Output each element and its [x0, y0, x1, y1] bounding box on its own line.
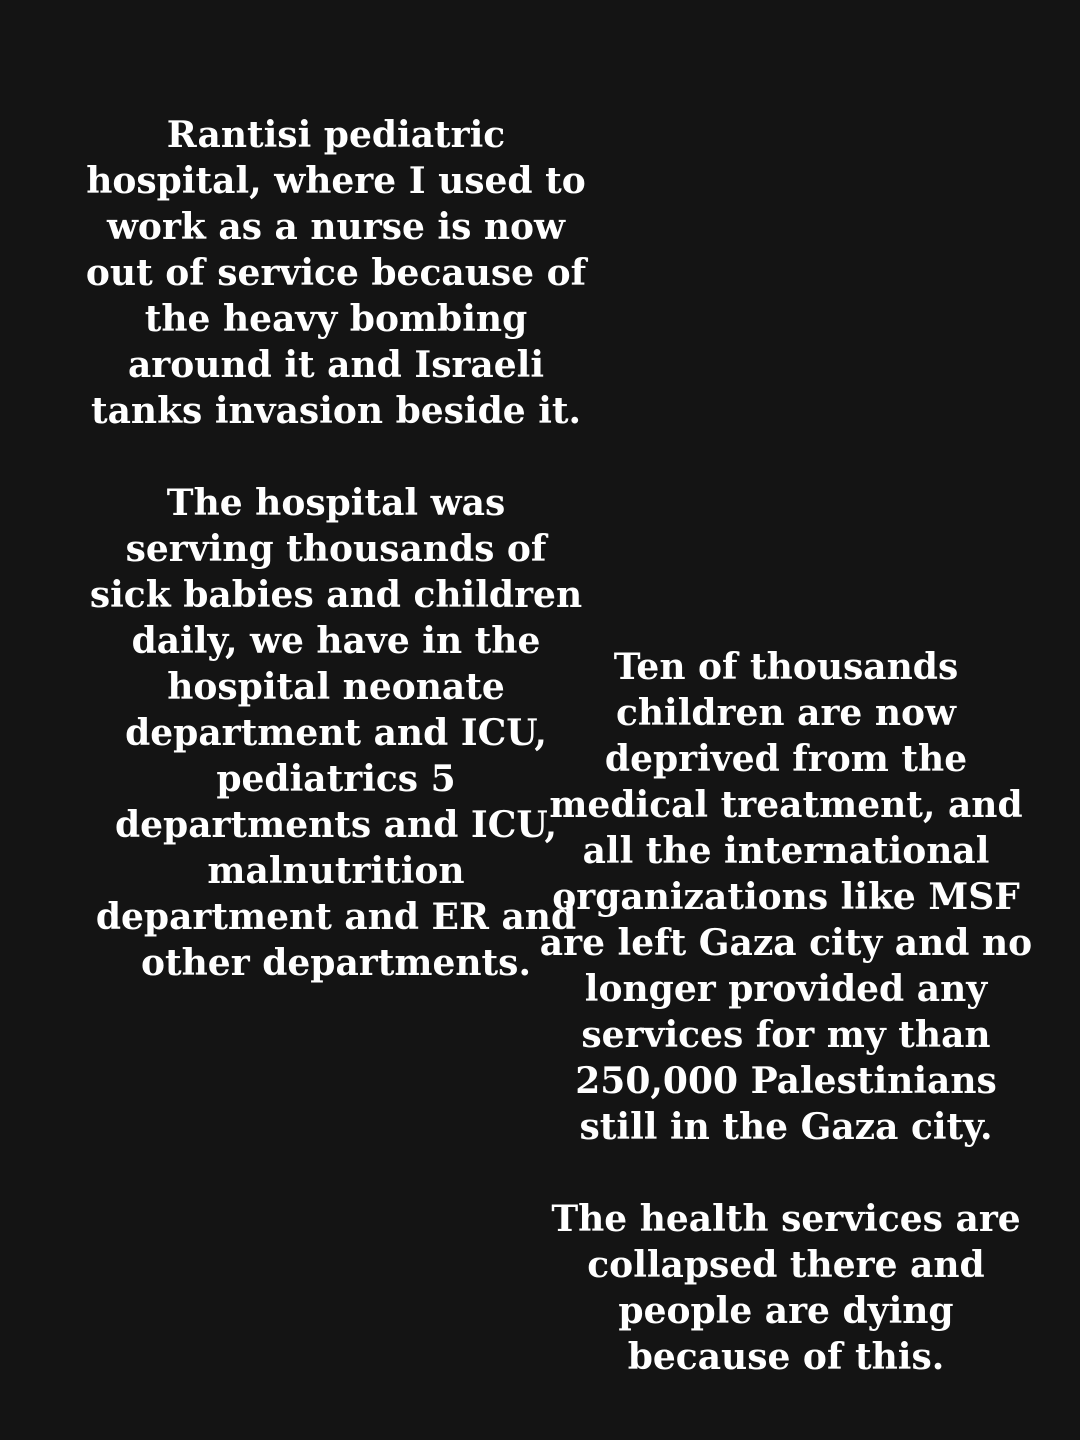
text-line: hospital neonate — [167, 666, 505, 708]
paragraph-hospital-departments — [86, 480, 586, 986]
text-line: longer provided any — [584, 968, 988, 1010]
text-line: Ten of thousands — [613, 646, 959, 688]
text-line: because of this. — [627, 1336, 945, 1378]
text-line: organizations like MSF — [552, 876, 1020, 918]
paragraph-children-deprived — [540, 644, 1032, 1150]
text-line: people are dying — [618, 1290, 954, 1332]
text-line: children are now — [615, 692, 957, 734]
paragraph-health-services-collapsed — [540, 1196, 1032, 1380]
text-line: Rantisi pediatric — [166, 114, 506, 156]
text-line: sick babies and children — [89, 574, 583, 616]
text-line: out of service because of — [85, 252, 587, 294]
text-line: serving thousands of — [125, 528, 547, 570]
text-line: The hospital was — [166, 482, 506, 524]
text-line: all the international — [582, 830, 990, 872]
text-line: around it and Israeli — [127, 344, 545, 386]
text-line: are left Gaza city and no — [539, 922, 1033, 964]
text-line: the heavy bombing — [144, 298, 528, 340]
text-line: tanks invasion beside it. — [90, 390, 582, 432]
text-line: department and ICU, — [125, 712, 547, 754]
text-line: department and ER and — [95, 896, 577, 938]
text-line: deprived from the — [604, 738, 968, 780]
text-line: pediatrics 5 — [216, 758, 456, 800]
text-line: services for my than — [581, 1014, 991, 1056]
text-line: medical treatment, and — [549, 784, 1023, 826]
text-line: collapsed there and — [587, 1244, 985, 1286]
text-line: other departments. — [140, 942, 531, 984]
text-line: daily, we have in the — [131, 620, 541, 662]
paragraph-spacer — [86, 434, 586, 480]
text-line: work as a nurse is now — [106, 206, 566, 248]
right-text-column — [540, 644, 1032, 1380]
paragraph-spacer — [540, 1150, 1032, 1196]
text-line: The health services are — [551, 1198, 1021, 1240]
text-line: 250,000 Palestinians — [575, 1060, 997, 1102]
text-line: departments and ICU, — [114, 804, 558, 846]
text-line: hospital, where I used to — [86, 160, 586, 202]
paragraph-rantisi-hospital — [86, 112, 586, 434]
text-line: malnutrition — [207, 850, 465, 892]
text-line: still in the Gaza city. — [579, 1106, 993, 1148]
left-text-column — [86, 112, 586, 986]
